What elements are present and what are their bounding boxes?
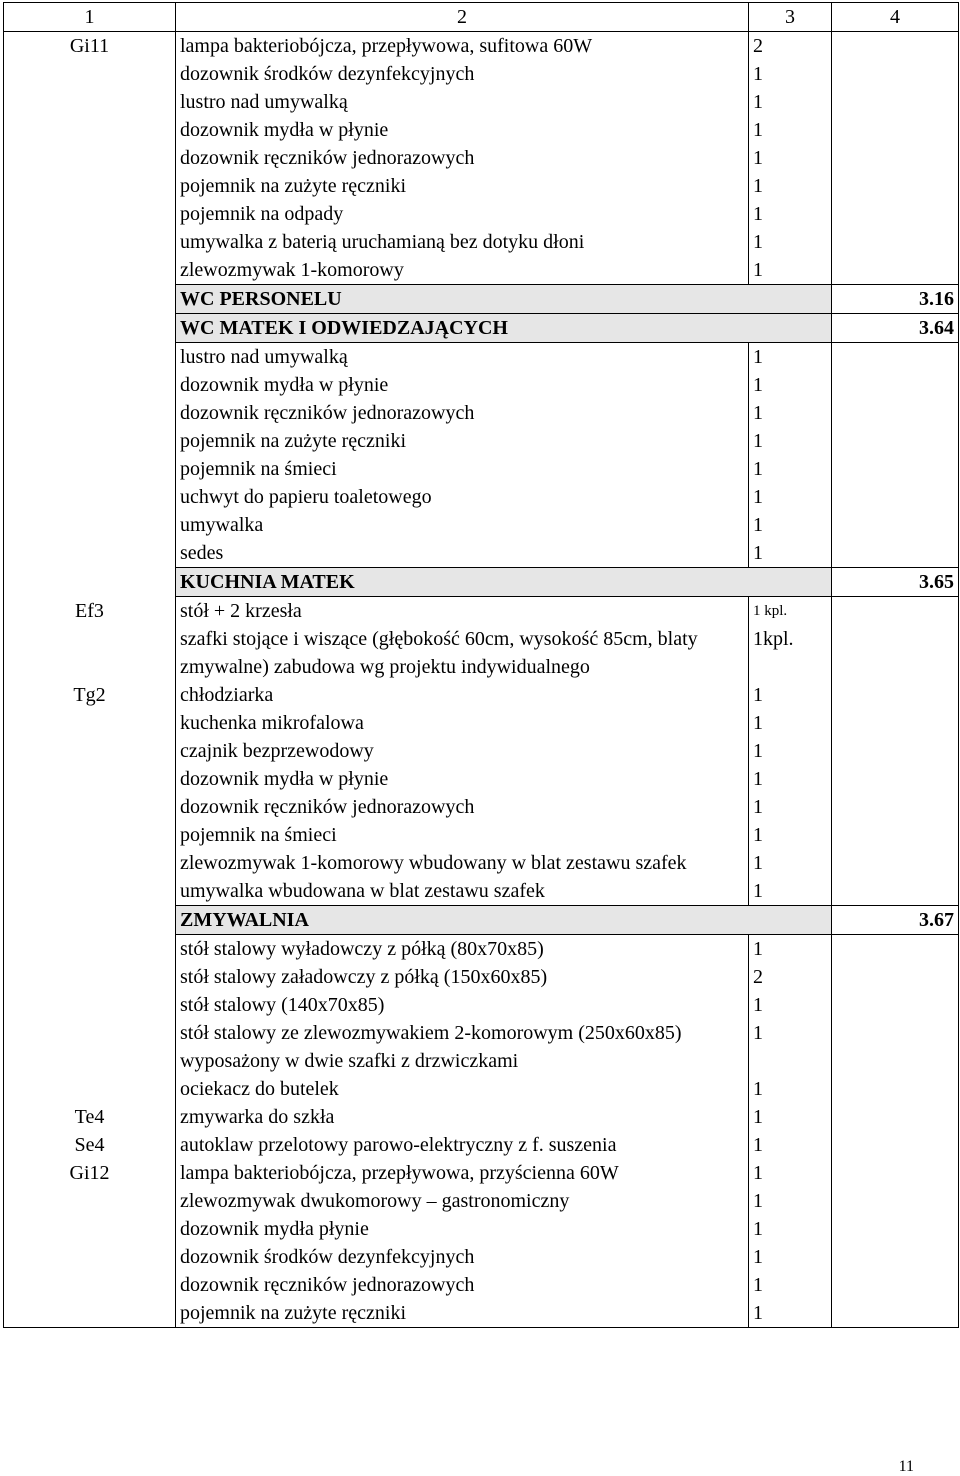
item-name: pojemnik na zużyte ręczniki (176, 427, 749, 455)
item-quantity: 1 (749, 681, 832, 709)
header-col-3: 3 (749, 3, 832, 32)
table-row (4, 256, 959, 285)
notes-cell (832, 737, 959, 765)
item-name: umywalka wbudowana w blat zestawu szafek (176, 877, 749, 906)
notes-cell (832, 60, 959, 88)
item-name: stół stalowy załadowczy z półką (150x60x85) (176, 963, 749, 991)
item-name: zlewozmywak dwukomorowy – gastronomiczny (176, 1187, 749, 1215)
item-code (4, 935, 176, 964)
header-col-4: 4 (832, 3, 959, 32)
item-name: lampa bakteriobójcza, przepływowa, sufitowa 60W (176, 32, 749, 61)
table-row (4, 1187, 959, 1215)
table-row (4, 849, 959, 877)
notes-cell (832, 483, 959, 511)
header-col-2: 2 (176, 3, 749, 32)
notes-cell (832, 765, 959, 793)
item-name: lampa bakteriobójcza, przepływowa, przyścienna 60W (176, 1159, 749, 1187)
item-name: ociekacz do butelek (176, 1075, 749, 1103)
item-code (4, 765, 176, 793)
room-number: 3.67 (832, 906, 959, 935)
header-col-1: 1 (4, 3, 176, 32)
notes-cell (832, 455, 959, 483)
item-name: kuchenka mikrofalowa (176, 709, 749, 737)
item-quantity: 1 (749, 88, 832, 116)
notes-cell (832, 793, 959, 821)
notes-cell (832, 539, 959, 568)
item-code: Te4 (4, 1103, 176, 1131)
item-name: pojemnik na zużyte ręczniki (176, 1299, 749, 1328)
item-code (4, 1075, 176, 1103)
item-code: Ef3 (4, 597, 176, 626)
item-name: dozownik ręczników jednorazowych (176, 793, 749, 821)
item-quantity: 1 (749, 821, 832, 849)
item-quantity: 2 (749, 32, 832, 61)
item-name: dozownik ręczników jednorazowych (176, 1271, 749, 1299)
notes-cell (832, 877, 959, 906)
table-row (4, 371, 959, 399)
item-code (4, 116, 176, 144)
table-row (4, 511, 959, 539)
table-row (4, 343, 959, 372)
item-quantity: 1 (749, 256, 832, 285)
item-name: stół + 2 krzesła (176, 597, 749, 626)
code-cell (4, 314, 176, 343)
item-quantity: 1 (749, 200, 832, 228)
notes-cell (832, 625, 959, 681)
item-name: zlewozmywak 1-komorowy (176, 256, 749, 285)
notes-cell (832, 1243, 959, 1271)
item-quantity: 1 (749, 399, 832, 427)
item-code (4, 793, 176, 821)
notes-cell (832, 399, 959, 427)
item-code (4, 1299, 176, 1328)
item-quantity: 1 (749, 1103, 832, 1131)
item-code (4, 371, 176, 399)
table-row (4, 399, 959, 427)
code-cell (4, 568, 176, 597)
room-name: KUCHNIA MATEK (176, 568, 832, 597)
item-name: dozownik mydła płynie (176, 1215, 749, 1243)
notes-cell (832, 1299, 959, 1328)
room-number: 3.16 (832, 285, 959, 314)
room-name: WC MATEK I ODWIEDZAJĄCYCH (176, 314, 832, 343)
section-row (4, 285, 959, 314)
item-code (4, 821, 176, 849)
item-quantity: 1 (749, 737, 832, 765)
item-code (4, 877, 176, 906)
item-quantity: 1 (749, 144, 832, 172)
item-name: dozownik środków dezynfekcyjnych (176, 1243, 749, 1271)
table-row (4, 116, 959, 144)
item-code (4, 172, 176, 200)
item-name: szafki stojące i wiszące (głębokość 60cm, wysokość 85cm, blaty zmywalne) zabudowa wg projektu indywidualnego (176, 625, 749, 681)
notes-cell (832, 1103, 959, 1131)
table-row (4, 991, 959, 1019)
item-quantity: 1 (749, 935, 832, 964)
item-code (4, 511, 176, 539)
table-row (4, 821, 959, 849)
notes-cell (832, 88, 959, 116)
item-code (4, 963, 176, 991)
item-code (4, 625, 176, 681)
room-number: 3.65 (832, 568, 959, 597)
item-code: Se4 (4, 1131, 176, 1159)
item-name: dozownik ręczników jednorazowych (176, 144, 749, 172)
item-code (4, 427, 176, 455)
item-name: lustro nad umywalką (176, 343, 749, 372)
item-quantity: 1 (749, 1075, 832, 1103)
item-name: stół stalowy ze zlewozmywakiem 2-komorowym (250x60x85) wyposażony w dwie szafki z drzwiczkami (176, 1019, 749, 1075)
item-name: pojemnik na zużyte ręczniki (176, 172, 749, 200)
item-code (4, 1187, 176, 1215)
table-row (4, 877, 959, 906)
item-name: sedes (176, 539, 749, 568)
item-name: zlewozmywak 1-komorowy wbudowany w blat zestawu szafek (176, 849, 749, 877)
table-row (4, 1215, 959, 1243)
table-row (4, 1159, 959, 1187)
notes-cell (832, 597, 959, 626)
item-quantity: 1 (749, 1243, 832, 1271)
item-quantity: 1 (749, 709, 832, 737)
item-quantity: 1 (749, 793, 832, 821)
notes-cell (832, 1271, 959, 1299)
item-name: stół stalowy (140x70x85) (176, 991, 749, 1019)
table-row (4, 625, 959, 681)
code-cell (4, 906, 176, 935)
item-quantity: 1 (749, 371, 832, 399)
item-quantity: 2 (749, 963, 832, 991)
table-row (4, 483, 959, 511)
item-name: umywalka (176, 511, 749, 539)
item-code: Tg2 (4, 681, 176, 709)
table-row (4, 539, 959, 568)
item-name: dozownik mydła w płynie (176, 116, 749, 144)
notes-cell (832, 1159, 959, 1187)
item-name: czajnik bezprzewodowy (176, 737, 749, 765)
item-code (4, 1243, 176, 1271)
section-row (4, 314, 959, 343)
item-quantity: 1 (749, 1019, 832, 1075)
item-name: stół stalowy wyładowczy z półką (80x70x85) (176, 935, 749, 964)
notes-cell (832, 144, 959, 172)
item-quantity: 1 (749, 60, 832, 88)
notes-cell (832, 200, 959, 228)
item-code (4, 737, 176, 765)
item-code (4, 228, 176, 256)
table-row (4, 144, 959, 172)
notes-cell (832, 1215, 959, 1243)
table-row (4, 793, 959, 821)
item-quantity: 1kpl. (749, 625, 832, 681)
table-row (4, 1299, 959, 1328)
item-name: pojemnik na śmieci (176, 821, 749, 849)
item-quantity: 1 (749, 172, 832, 200)
table-row (4, 1271, 959, 1299)
code-cell (4, 285, 176, 314)
room-name: ZMYWALNIA (176, 906, 832, 935)
table-row (4, 455, 959, 483)
notes-cell (832, 32, 959, 61)
item-name: umywalka z baterią uruchamianą bez dotyku dłoni (176, 228, 749, 256)
table-row (4, 172, 959, 200)
item-code (4, 539, 176, 568)
table-row (4, 427, 959, 455)
notes-cell (832, 256, 959, 285)
table-row (4, 1103, 959, 1131)
notes-cell (832, 935, 959, 964)
notes-cell (832, 228, 959, 256)
item-code (4, 256, 176, 285)
item-quantity: 1 (749, 1215, 832, 1243)
item-code (4, 1019, 176, 1075)
item-quantity: 1 (749, 343, 832, 372)
item-code (4, 483, 176, 511)
notes-cell (832, 1019, 959, 1075)
item-name: pojemnik na odpady (176, 200, 749, 228)
table-row (4, 1019, 959, 1075)
table-row (4, 681, 959, 709)
section-row (4, 906, 959, 935)
item-quantity: 1 (749, 1299, 832, 1328)
section-row (4, 568, 959, 597)
notes-cell (832, 821, 959, 849)
table-row (4, 1131, 959, 1159)
notes-cell (832, 709, 959, 737)
table-row (4, 88, 959, 116)
item-quantity: 1 (749, 539, 832, 568)
room-name: WC PERSONELU (176, 285, 832, 314)
page-number: 11 (898, 1458, 914, 1475)
table-row (4, 597, 959, 626)
table-row (4, 200, 959, 228)
item-quantity: 1 (749, 1159, 832, 1187)
item-quantity: 1 (749, 1271, 832, 1299)
notes-cell (832, 991, 959, 1019)
item-quantity: 1 kpl. (749, 597, 832, 626)
item-quantity: 1 (749, 1187, 832, 1215)
item-name: chłodziarka (176, 681, 749, 709)
table-row (4, 935, 959, 964)
item-name: dozownik mydła w płynie (176, 371, 749, 399)
item-code (4, 399, 176, 427)
table-row (4, 32, 959, 61)
table-row (4, 765, 959, 793)
item-code (4, 60, 176, 88)
item-quantity: 1 (749, 849, 832, 877)
table-row (4, 709, 959, 737)
header-row (4, 3, 959, 32)
notes-cell (832, 371, 959, 399)
item-name: uchwyt do papieru toaletowego (176, 483, 749, 511)
item-code (4, 1271, 176, 1299)
item-code (4, 455, 176, 483)
item-quantity: 1 (749, 455, 832, 483)
item-name: lustro nad umywalką (176, 88, 749, 116)
item-quantity: 1 (749, 877, 832, 906)
item-name: autoklaw przelotowy parowo-elektryczny z f. suszenia (176, 1131, 749, 1159)
item-name: dozownik środków dezynfekcyjnych (176, 60, 749, 88)
item-code (4, 709, 176, 737)
item-code: Gi12 (4, 1159, 176, 1187)
notes-cell (832, 1187, 959, 1215)
table-row (4, 1243, 959, 1271)
notes-cell (832, 116, 959, 144)
notes-cell (832, 1131, 959, 1159)
equipment-table (3, 2, 959, 1328)
item-quantity: 1 (749, 1131, 832, 1159)
room-number: 3.64 (832, 314, 959, 343)
item-quantity: 1 (749, 228, 832, 256)
item-name: zmywarka do szkła (176, 1103, 749, 1131)
table-row (4, 963, 959, 991)
table-row (4, 737, 959, 765)
item-name: dozownik ręczników jednorazowych (176, 399, 749, 427)
item-quantity: 1 (749, 116, 832, 144)
table-row (4, 228, 959, 256)
notes-cell (832, 172, 959, 200)
notes-cell (832, 427, 959, 455)
item-quantity: 1 (749, 765, 832, 793)
table-row (4, 1075, 959, 1103)
item-code (4, 991, 176, 1019)
notes-cell (832, 681, 959, 709)
table-row (4, 60, 959, 88)
item-quantity: 1 (749, 991, 832, 1019)
notes-cell (832, 1075, 959, 1103)
item-code (4, 144, 176, 172)
item-quantity: 1 (749, 511, 832, 539)
item-quantity: 1 (749, 427, 832, 455)
item-code (4, 88, 176, 116)
notes-cell (832, 343, 959, 372)
item-code (4, 849, 176, 877)
item-name: dozownik mydła w płynie (176, 765, 749, 793)
item-quantity: 1 (749, 483, 832, 511)
item-code (4, 1215, 176, 1243)
item-code: Gi11 (4, 32, 176, 61)
item-code (4, 343, 176, 372)
notes-cell (832, 849, 959, 877)
notes-cell (832, 963, 959, 991)
item-name: pojemnik na śmieci (176, 455, 749, 483)
notes-cell (832, 511, 959, 539)
item-code (4, 200, 176, 228)
